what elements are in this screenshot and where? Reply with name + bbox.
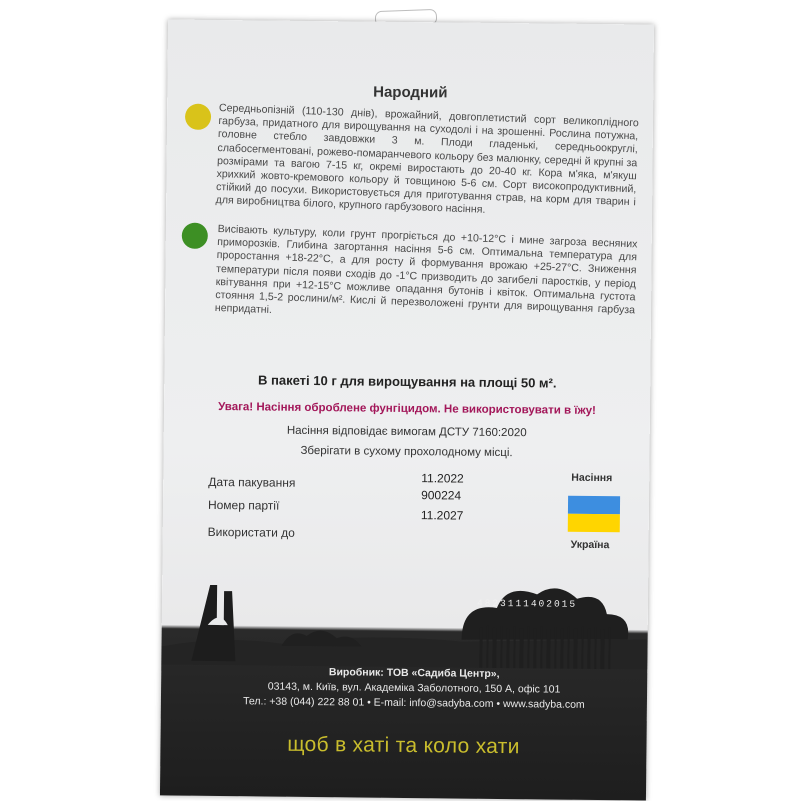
- producer-name: Виробник: ТОВ «Садиба Центр»,: [328, 666, 500, 680]
- brand-slogan: щоб в хаті та коло хати: [287, 732, 520, 759]
- cultivation-instructions: Висівають культуру, коли грунт прогріється до +10-12°C і мине загроза весняних приморозків. Глибина загортання насіння 5-6 см. Оптимальна температура для проростання +18-22°C, а для росту й формування врожаю +25-27°C. Зниження температури після появи сходів до -1°C призводить до загибелі паростків, у період квітування при +12-15°C можливе опадання бутонів і квіток. Оптимальна густота стояння 1,5-2 рослини/м². Кислі й перезволожені грунти для вирощування гарбуза непридатні.: [214, 223, 638, 317]
- batch-number-value: 900224: [421, 488, 462, 503]
- variety-description: Середньопізній (110-130 днів), врожайний, довгоплетистий сорт великоплідного гарбуза, придатного для вирощування на суходолі і на зрошенні. Рослина потужна, головне стебло завдовжки 3 м. Плоди гладенькі, середньоокруглі, слабосегментовані, рожево-помаранчевого кольору без малюнку, середні й крупні за розмірами та вагою 7-15 кг, окремі виростають до 20-40 кг. Кора м'яка, м'якуш хрихкий жовто-кремового кольору й товщиною 5-6 см. Сорт високопродуктивний, стійкий до посухи. Використовується для приготування страв, на корм для тварин і для виробництва білого, крупного гарбузового насіння.: [215, 102, 639, 217]
- variety-title: Народний: [373, 83, 448, 102]
- fungicide-warning: Увага! Насіння оброблене фунгіцидом. Не використовувати в їжу!: [218, 401, 596, 417]
- use-by-value: 11.2027: [420, 508, 464, 523]
- cultivation-bullet-icon: [182, 223, 208, 249]
- description-bullet-icon: [185, 104, 211, 130]
- origin-country: Україна: [570, 538, 610, 552]
- producer-contacts: Тел.: +38 (044) 222 88 01 • E-mail: info@sadyba.com • www.sadyba.com: [243, 695, 585, 711]
- producer-info: [201, 664, 627, 713]
- standard-compliance: Насіння відповідає вимогам ДСТУ 7160:2020: [286, 424, 527, 440]
- barcode-number: 4823111402015: [476, 597, 578, 610]
- packet-amount: В пакеті 10 г для вирощування на площі 50 м².: [257, 372, 557, 391]
- skyline-illustration: [161, 564, 648, 669]
- packing-date-value: 11.2022: [421, 471, 464, 486]
- batch-number-label: Номер партії: [207, 497, 280, 513]
- storage-instructions: Зберігати в сухому прохолодному місці.: [300, 444, 513, 460]
- packing-date-label: Дата пакування: [208, 474, 296, 490]
- origin-label: Насіння: [571, 471, 613, 485]
- producer-address: 03143, м. Київ, вул. Академіка Заболотного, 150 А, офіс 101: [267, 680, 561, 696]
- seed-packet: [160, 19, 654, 800]
- use-by-label: Використати до: [207, 524, 295, 540]
- ukraine-flag-icon: [568, 496, 620, 533]
